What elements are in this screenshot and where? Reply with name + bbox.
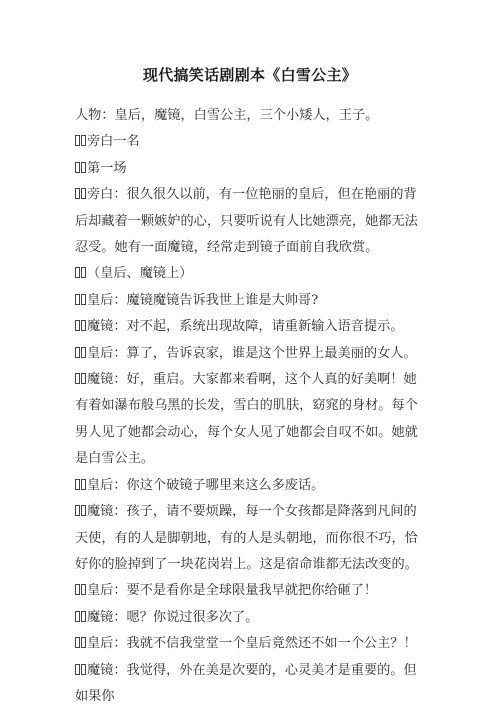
paragraph: [75, 261, 427, 287]
paragraph: [75, 578, 427, 604]
missing-glyph-icon: [75, 636, 87, 651]
paragraph-text: 皇后：魔镜魔镜告诉我世上谁是大帅哥?: [87, 292, 319, 308]
paragraph: [75, 156, 427, 182]
missing-glyph-icon: [75, 319, 87, 334]
paragraph-text: 皇后：算了，告诉哀家，谁是这个世界上最美丽的女人。: [87, 345, 417, 361]
paragraph-text: 皇后：我就不信我堂堂一个皇后竟然还不如一个公主？！: [87, 636, 417, 652]
paragraph: [75, 605, 427, 631]
missing-glyph-icon: [75, 610, 87, 625]
missing-glyph-icon: [75, 266, 87, 281]
paragraph-text: 皇后：你这个破镜子哪里来这么多废话。: [87, 477, 325, 493]
paragraph: [75, 658, 427, 710]
paragraph: [75, 182, 427, 261]
missing-glyph-icon: [75, 478, 87, 493]
paragraph-text: 魔镜：对不起，系统出现故障，请重新输入语音提示。: [87, 319, 404, 335]
paragraph: [75, 314, 427, 340]
paragraph-text: 旁白：很久很久以前，有一位艳丽的皇后，但在艳丽的背后却藏着一颗嫉妒的心，只要听说有人比她漂亮，她都无法忍受。她有一面魔镜，经常走到镜子面前自我欣赏。: [75, 187, 418, 256]
paragraph-text: 皇后：要不是看你是全球限量我早就把你给砸了！: [87, 583, 378, 599]
missing-glyph-icon: [75, 663, 87, 678]
paragraph-text: （皇后、魔镜上）: [87, 266, 193, 282]
paragraph-text: 魔镜：好，重启。大家都来看啊，这个人真的好美啊！她有着如瀑布般乌黑的长发，雪白的肌肤，窈窕的身材。每个男人见了她都会动心，每个女人见了她都会自叹不如。她就是白雪公主。: [75, 372, 418, 467]
paragraph-text: 魔镜：孩子，请不要烦躁，每一个女孩都是降落到凡间的天使，有的人是脚朝地，有的人是头朝地，而你很不巧，恰好你的脸掉到了一块花岗岩上。这是宿命谁都无法改变的。: [75, 504, 418, 572]
missing-glyph-icon: [75, 504, 87, 519]
paragraph-text: 旁白一名: [87, 134, 140, 150]
paragraph-text: 魔镜：我觉得，外在美是次要的，心灵美才是重要的。但如果你: [75, 662, 417, 704]
paragraph: [75, 129, 427, 155]
missing-glyph-icon: [75, 293, 87, 308]
paragraph: [75, 288, 427, 314]
paragraph-text: 第一场: [87, 160, 127, 176]
paragraph: [75, 341, 427, 367]
missing-glyph-icon: [75, 187, 87, 202]
paragraph-text: 魔镜：嗯？你说过很多次了。: [87, 609, 259, 625]
missing-glyph-icon: [75, 583, 87, 598]
paragraph-text: 人物：皇后，魔镜，白雪公主，三个小矮人，王子。: [75, 108, 379, 123]
missing-glyph-icon: [75, 372, 87, 387]
missing-glyph-icon: [75, 134, 87, 149]
document-title: 现代搞笑话剧剧本《白雪公主》: [142, 66, 358, 84]
document-body: [75, 103, 427, 710]
paragraph: [75, 473, 427, 499]
paragraph: [75, 499, 427, 578]
paragraph: [75, 631, 427, 657]
paragraph: [75, 103, 427, 129]
paragraph: [75, 367, 427, 473]
missing-glyph-icon: [75, 161, 87, 176]
missing-glyph-icon: [75, 346, 87, 361]
